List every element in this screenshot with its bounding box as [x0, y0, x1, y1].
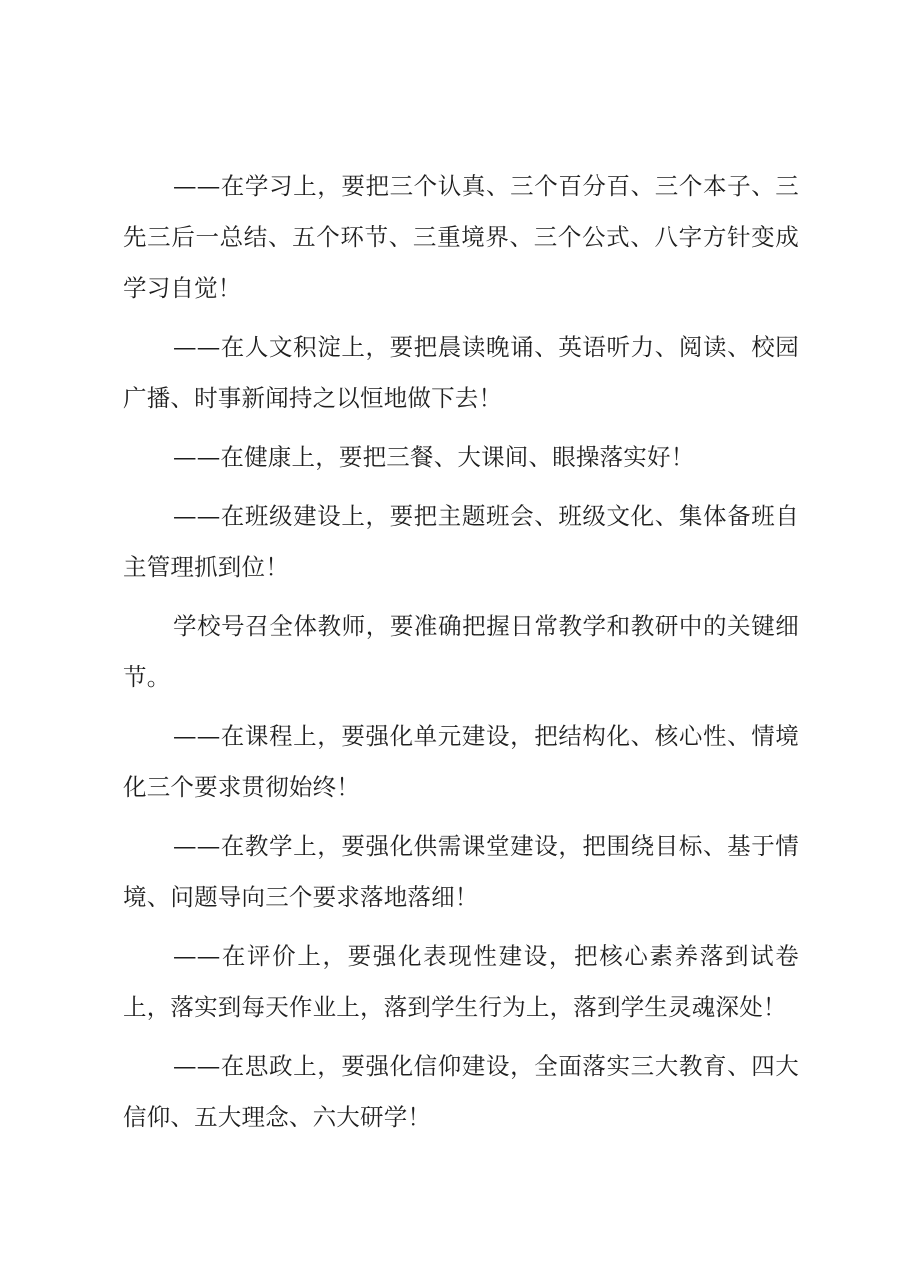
paragraph-class-building: ——在班级建设上，要把主题班会、班级文化、集体备班自主管理抓到位！ [123, 502, 799, 581]
paragraph-teacher-call: 学校号召全体教师，要准确把握日常教学和教研中的关键细节。 [123, 612, 799, 691]
paragraph-evaluation: ——在评价上，要强化表现性建设，把核心素养落到试卷上，落实到每天作业上，落到学生行为上，落到学生灵魂深处！ [123, 942, 799, 1021]
paragraph-teaching: ——在教学上，要强化供需课堂建设，把围绕目标、基于情境、问题导向三个要求落地落细！ [123, 832, 799, 911]
paragraph-health: ——在健康上，要把三餐、大课间、眼操落实好！ [173, 443, 695, 471]
paragraph-humanities: ——在人文积淀上，要把晨读晚诵、英语听力、阅读、校园广播、时事新闻持之以恒地做下去！ [123, 333, 799, 412]
document-body [123, 161, 799, 1151]
paragraph-curriculum: ——在课程上，要强化单元建设，把结构化、核心性、情境化三个要求贯彻始终！ [123, 722, 799, 801]
paragraph-ideology: ——在思政上，要强化信仰建设，全面落实三大教育、四大信仰、五大理念、六大研学！ [123, 1052, 799, 1131]
paragraph-study: ——在学习上，要把三个认真、三个百分百、三个本子、三先三后一总结、五个环节、三重境界、三个公式、八字方针变成学习自觉！ [123, 172, 799, 302]
